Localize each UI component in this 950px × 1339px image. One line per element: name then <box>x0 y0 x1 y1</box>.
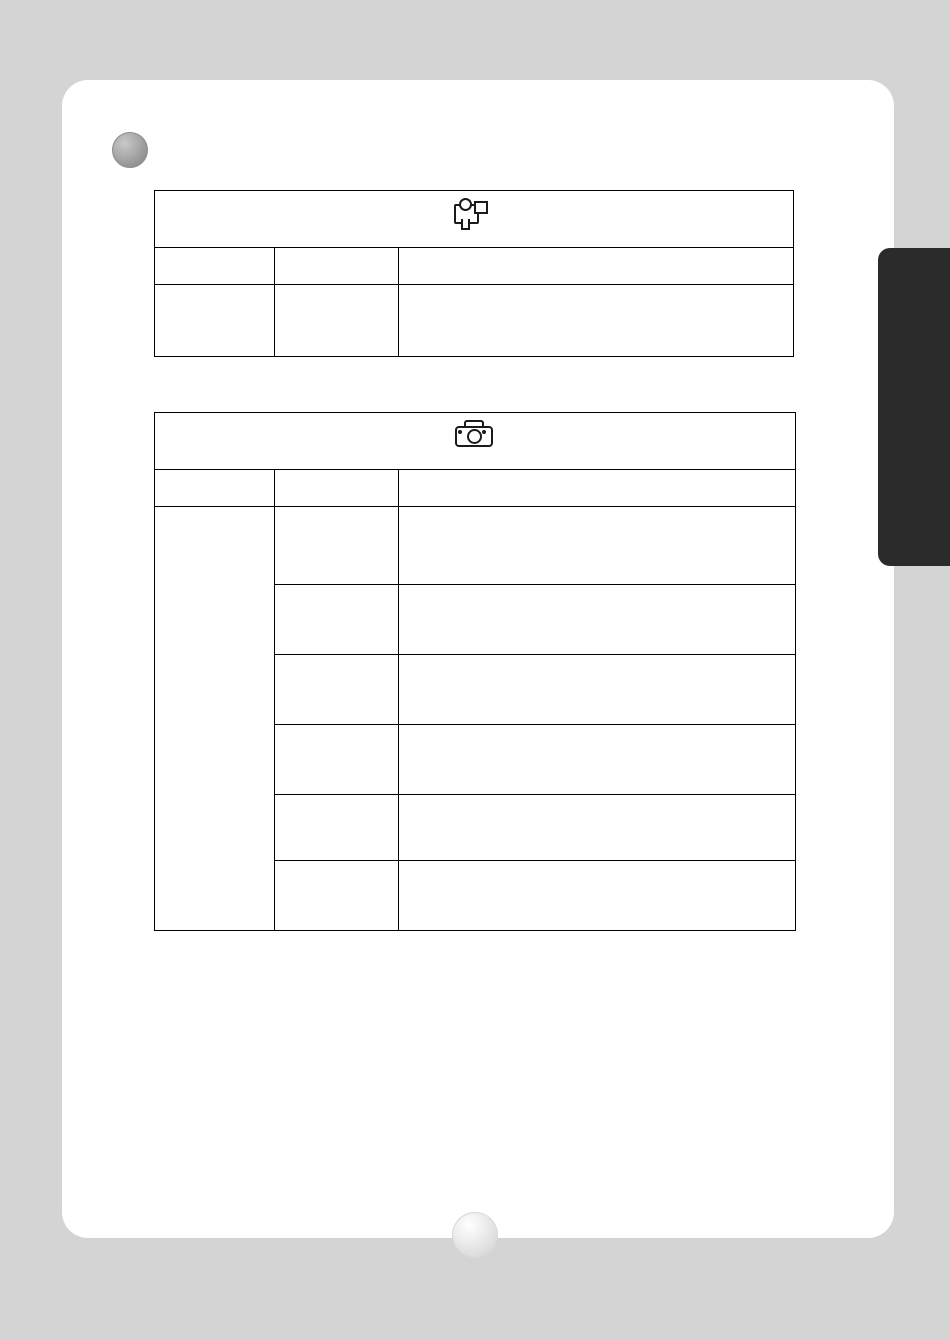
row-cell-2 <box>275 585 399 655</box>
column-header-3 <box>399 248 794 285</box>
row-cell-3 <box>399 585 796 655</box>
column-header-1 <box>155 248 275 285</box>
page-number-badge <box>452 1212 498 1258</box>
table-header-row <box>155 248 794 285</box>
row-cell-2 <box>275 507 399 585</box>
row-group-cell <box>155 507 275 931</box>
row-cell-2 <box>275 655 399 725</box>
row-cell-3 <box>399 507 796 585</box>
row-cell-3 <box>399 725 796 795</box>
column-header-2 <box>275 470 399 507</box>
table-icon-row <box>155 191 794 248</box>
row-cell-3 <box>399 285 794 357</box>
table-row <box>155 507 796 585</box>
table-row <box>155 285 794 357</box>
row-cell-3 <box>399 655 796 725</box>
photo-mode-table <box>154 412 796 931</box>
row-cell-2 <box>275 725 399 795</box>
photo-camera-icon-cell <box>155 413 796 470</box>
column-header-2 <box>275 248 399 285</box>
filled-circle-icon <box>112 132 148 168</box>
table-header-row <box>155 470 796 507</box>
row-cell-1 <box>155 285 275 357</box>
section-tab-label: Erweiterte Funktionen <box>833 316 852 498</box>
row-cell-2 <box>275 285 399 357</box>
row-cell-3 <box>399 861 796 931</box>
section-tab <box>833 248 950 566</box>
row-cell-2 <box>275 795 399 861</box>
photo-camera-icon <box>453 418 493 448</box>
camcorder-icon-cell <box>155 191 794 248</box>
column-header-1 <box>155 470 275 507</box>
row-cell-2 <box>275 861 399 931</box>
video-mode-table <box>154 190 794 357</box>
camcorder-icon <box>452 196 492 230</box>
table-icon-row <box>155 413 796 470</box>
row-cell-3 <box>399 795 796 861</box>
column-header-3 <box>399 470 796 507</box>
